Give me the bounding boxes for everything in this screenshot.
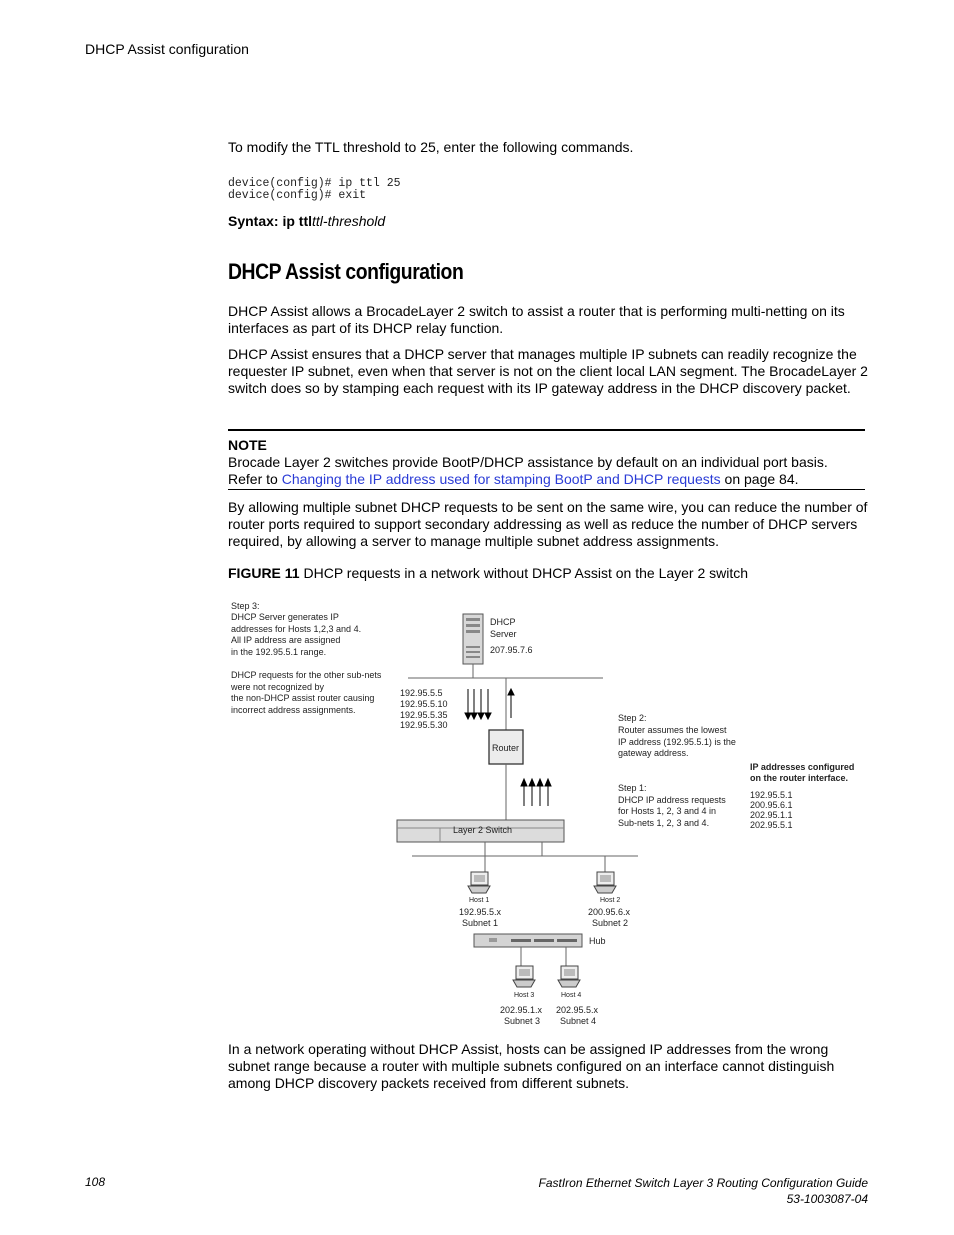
host4-name: Host 4	[561, 992, 582, 999]
step2-line: IP address (192.95.5.1) is the	[618, 737, 736, 747]
host4-computer-icon	[558, 966, 580, 987]
step2-line: Router assumes the lowest	[618, 725, 727, 735]
host1-computer-icon	[468, 872, 490, 893]
note-refer-prefix: Refer to	[228, 471, 282, 487]
step1-line: Sub-nets 1, 2, 3 and 4.	[618, 818, 710, 828]
router-label: Router	[492, 743, 520, 753]
iface-title: on the router interface.	[750, 773, 849, 783]
step2-annotation	[618, 713, 736, 758]
request-ip: 192.95.5.5	[400, 688, 443, 698]
iface-ip: 202.95.1.1	[750, 810, 793, 820]
hub-label: Hub	[589, 936, 606, 946]
step3-note-line: the non-DHCP assist router causing	[231, 693, 375, 703]
step1-line: for Hosts 1, 2, 3 and 4 in	[618, 806, 717, 816]
syntax-command: Syntax: ip ttl	[228, 213, 313, 229]
server-ip: 207.95.7.6	[490, 645, 533, 655]
host3-name: Host 3	[514, 992, 535, 999]
server-label: Server	[490, 629, 517, 639]
host3-computer-icon	[513, 966, 535, 987]
host1-subnet: Subnet 1	[462, 918, 499, 928]
paragraph: DHCP Assist allows a BrocadeLayer 2 switch to assist a router that is performing multi-netting on its interfaces as part of its DHCP relay function.	[228, 303, 845, 336]
server-icon	[463, 614, 483, 664]
iface-title: IP addresses configured	[750, 762, 855, 772]
iface-ip: 202.95.5.1	[750, 820, 793, 830]
step3-note-line: were not recognized by	[231, 682, 325, 692]
code-line: device(config)# exit	[228, 189, 367, 202]
host1-name: Host 1	[469, 897, 490, 904]
running-header: DHCP Assist configuration	[85, 41, 249, 57]
section-heading: DHCP Assist configuration	[228, 259, 464, 284]
step1-annotation	[618, 783, 726, 828]
hub-icon	[474, 934, 582, 947]
router-interface-ips	[750, 762, 854, 830]
syntax-parameter: ttl-threshold	[312, 213, 386, 229]
request-ip: 192.95.5.30	[400, 720, 448, 730]
figure-label: FIGURE 11	[228, 565, 300, 581]
switch-label: Layer 2 Switch	[453, 825, 513, 835]
step3-annotation	[230, 601, 382, 715]
step3-line: Step 3:	[231, 601, 260, 611]
guide-title: FastIron Ethernet Switch Layer 3 Routing Configuration Guide	[538, 1176, 868, 1190]
step3-line: addresses for Hosts 1,2,3 and 4.	[231, 624, 362, 634]
server-label: DHCP	[490, 617, 516, 627]
host3-subnet: Subnet 3	[504, 1016, 541, 1026]
step2-line: Step 2:	[618, 713, 647, 723]
request-ip-list	[400, 688, 448, 730]
iface-ip: 200.95.6.1	[750, 800, 793, 810]
figure-caption-text: DHCP requests in a network without DHCP Assist on the Layer 2 switch	[299, 565, 749, 581]
ttl-intro-text: To modify the TTL threshold to 25, enter the following commands.	[228, 139, 634, 155]
step1-line: Step 1:	[618, 783, 647, 793]
iface-ip: 192.95.5.1	[750, 790, 793, 800]
step3-note-line: DHCP requests for the other sub-nets	[231, 670, 382, 680]
paragraph: By allowing multiple subnet DHCP requests to be sent on the same wire, you can reduce the number of router ports required to support secondary addressing as well as reduce the number of DHCP servers required, by allowing a server to manage multiple subnet address assignments.	[228, 499, 868, 549]
host4-network: 202.95.5.x	[556, 1005, 599, 1015]
step3-note-line: incorrect address assignments.	[231, 705, 356, 715]
host3-network: 202.95.1.x	[500, 1005, 543, 1015]
host2-name: Host 2	[600, 897, 621, 904]
page-number: 108	[85, 1175, 106, 1189]
downward-arrows	[465, 689, 514, 719]
cross-reference-link[interactable]: Changing the IP address used for stamping BootP and DHCP requests	[281, 471, 721, 487]
note-refer-suffix: on page 84.	[720, 471, 799, 487]
upward-arrows	[521, 779, 551, 806]
note-line: Brocade Layer 2 switches provide BootP/DHCP assistance by default on an individual port basis.	[228, 454, 828, 470]
doc-number: 53-1003087-04	[786, 1192, 868, 1206]
request-ip: 192.95.5.35	[400, 710, 448, 720]
step3-line: All IP address are assigned	[231, 635, 341, 645]
step2-line: gateway address.	[618, 748, 689, 758]
host2-computer-icon	[594, 872, 616, 893]
host2-subnet: Subnet 2	[592, 918, 629, 928]
request-ip: 192.95.5.10	[400, 699, 448, 709]
step1-line: DHCP IP address requests	[618, 795, 726, 805]
host2-network: 200.95.6.x	[588, 907, 631, 917]
host1-network: 192.95.5.x	[459, 907, 502, 917]
step3-line: in the 192.95.5.1 range.	[231, 647, 327, 657]
code-line: device(config)# ip ttl 25	[228, 177, 401, 190]
step3-line: DHCP Server generates IP	[231, 612, 339, 622]
footer-right	[538, 1175, 868, 1207]
paragraph: In a network operating without DHCP Assist, hosts can be assigned IP addresses from the wrong subnet range because a router with multiple subnets configured on an interface cannot distinguish among DHCP discovery packets received from different subnets.	[228, 1041, 835, 1091]
note-label: NOTE	[228, 437, 267, 453]
host4-subnet: Subnet 4	[560, 1016, 597, 1026]
paragraph: DHCP Assist ensures that a DHCP server that manages multiple IP subnets can readily recognize the requester IP subnet, even when that server is not on the client local LAN segment. The BrocadeLayer 2 switch does so by stamping each request with its IP gateway address in the DHCP discovery packet.	[228, 346, 868, 396]
